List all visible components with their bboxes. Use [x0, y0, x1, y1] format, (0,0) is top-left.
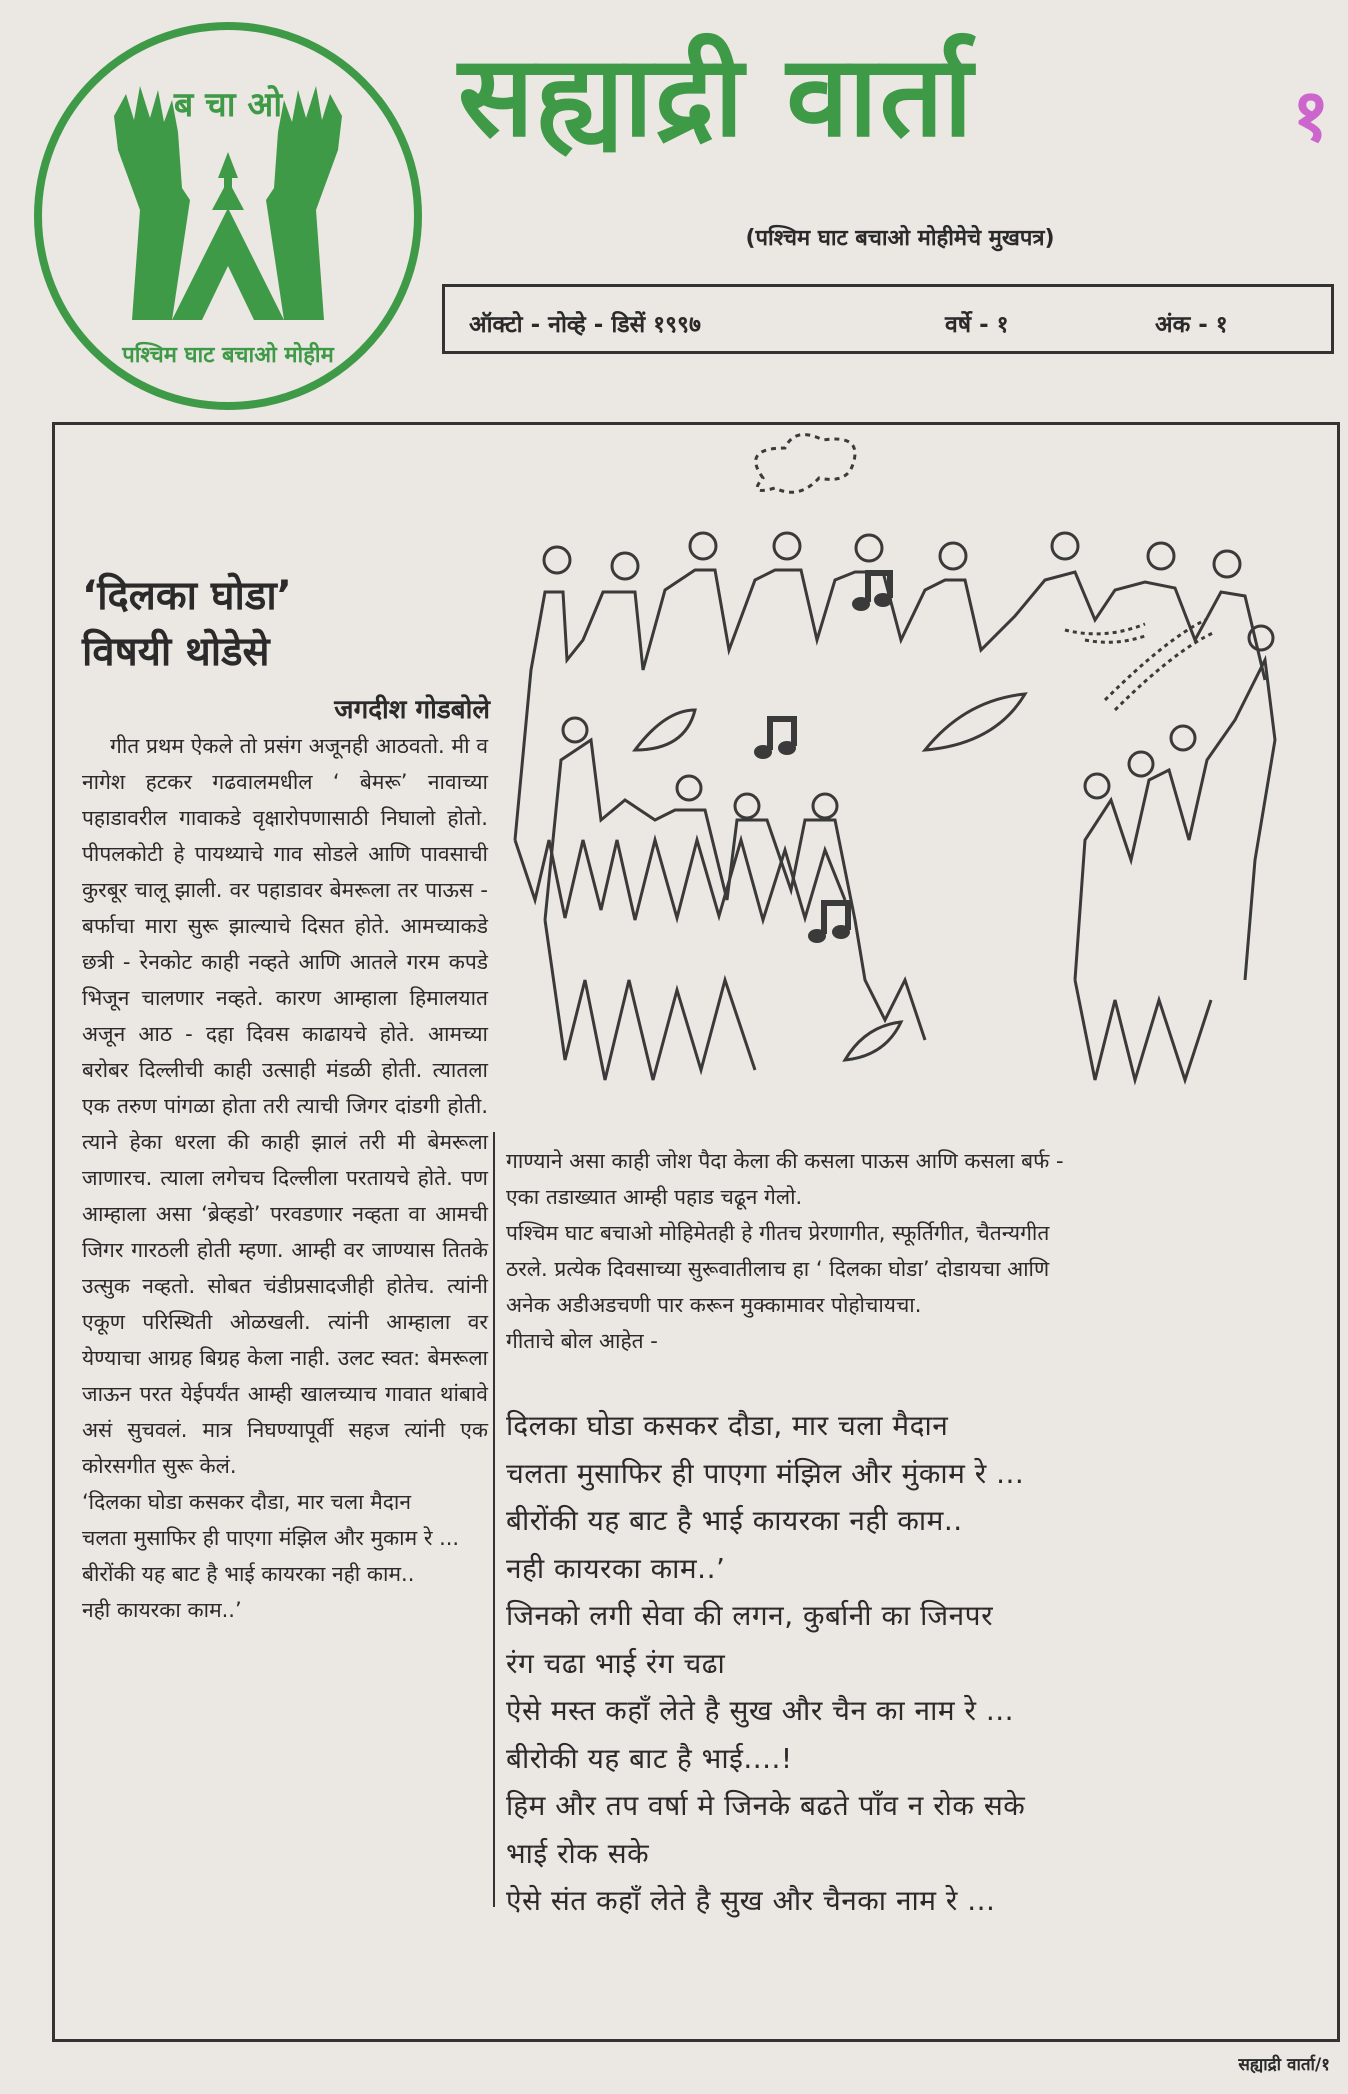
column-divider: [493, 1132, 495, 1907]
right-text-line: एका तडाख्यात आम्ही पहाड चढून गेलो.: [506, 1185, 803, 1209]
logo-top-text: ब चा ओ: [173, 85, 283, 125]
right-text-line: अनेक अडीअडचणी पार करून मुक्कामावर पोहोचायचा.: [506, 1293, 922, 1317]
song-line: ऐसे मस्त कहाँ लेते है सुख और चैन का नाम रे ...: [506, 1694, 1015, 1727]
right-text-line: पश्चिम घाट बचाओ मोहिमेतही हे गीतच प्रेरणागीत, स्फूर्तिगीत, चैतन्यगीत: [506, 1221, 1050, 1245]
masthead-subtitle: (पश्चिम घाट बचाओ मोहीमेचे मुखपत्र): [745, 226, 1055, 251]
left-paragraph: गीत प्रथम ऐकले तो प्रसंग अजूनही आठवतो. मी व नागेश हटकर गढवालमधील ‘ बेमरू’ नावाच्या पहाडावरील गावाकडे वृक्षारोपणासाठी निघालो होतो. पीपलकोटी हे पायथ्याचे गाव सोडले आणि पावसाची कुरबूर चालू झाली. वर पहाडावर बेमरूला तर पाऊस - बर्फाचा मारा सुरू झाल्याचे दिसत होते. आमच्याकडे छत्री - रेनकोट काही नव्हते आणि आतले गरम कपडे भिजून चालणार नव्हते. कारण आम्हाला हिमालयात अजून आठ - दहा दिवस काढायचे होते. आमच्या बरोबर दिल्लीची काही उत्साही मंडळी होती. त्यातला एक तरुण पांगळा होता तरी त्याची जिगर दांडगी होती. त्याने हेका धरला की काही झालं तरी मी बेमरूला जाणारच. त्याला लगेचच दिल्लीला परतायचे होते. पण आम्हाला असा ‘ब्रेव्हडो’ परवडणार नव्हता वा आमची जिगर गारठली होती म्हणा. आम्ही वर जाण्यास तितके उत्सुक नव्हतो. सोबत चंडीप्रसादजीही होतेच. त्यांनी एकूण परिस्थिती ओळखली. त्यांनी आम्हाला वर येण्याचा आग्रह बिग्रह केला नाही. उलट स्वत: बेमरूला जाऊन परत येईपर्यंत आम्ही खालच्याच गावात थांबावे असं सुचवलं. मात्र निघण्यापूर्वी सहज त्यांनी एक कोरसगीत सुरू केलं.: [82, 734, 488, 1478]
left-lyric-line: चलता मुसाफिर ही पाएगा मंझिल और मुकाम रे ...: [82, 1526, 460, 1550]
issue-info-box: [442, 284, 1334, 354]
music-note-icon: [808, 900, 851, 943]
right-text-line: ठरले. प्रत्येक दिवसाच्या सुरूवातीलाच हा ‘ दिलका घोडा’ दोडायचा आणि: [506, 1257, 1050, 1281]
logo-bottom-text: पश्चिम घाट बचाओ मोहीम: [122, 343, 334, 368]
headline-line-1: ‘दिलका घोडा’: [82, 573, 292, 619]
article-headline: [82, 568, 412, 680]
music-note-icon: [754, 716, 797, 759]
song-line: बीरोकी यह बाट है भाई....!: [506, 1741, 793, 1775]
right-text-line: गीताचे बोल आहेत -: [506, 1329, 658, 1353]
right-text: [506, 1143, 1326, 1359]
song-line: रंग चढा भाई रंग चढा: [506, 1646, 726, 1680]
masthead-title: सह्याद्री वार्ता: [458, 32, 975, 162]
left-lyric-line: नही कायरका काम..’: [82, 1598, 242, 1622]
song-line: ऐसे संत कहाँ लेते है सुख और चैनका नाम रे ...: [506, 1884, 996, 1917]
article-author: जगदीश गोडबोले: [334, 695, 490, 725]
song-line: हिम और तप वर्षा मे जिनके बढते पाँव न रोक सके: [506, 1789, 1026, 1822]
footer-page-label: सह्याद्री वार्ता/१: [1238, 2055, 1330, 2075]
figures-back-row: [515, 570, 1265, 840]
song-lyrics: [506, 1402, 1326, 1925]
right-text-line: गाण्याने असा काही जोश पैदा केला की कसला पाऊस आणि कसला बर्फ -: [506, 1149, 1064, 1173]
issue-period: ऑक्टो - नोव्हे - डिसें १९९७: [469, 312, 701, 338]
song-line: भाई रोक सके: [506, 1836, 650, 1870]
left-lyric: [82, 1484, 488, 1628]
song-line: जिनको लगी सेवा की लगन, कुर्बानी का जिनपर: [506, 1599, 994, 1632]
page-mark: १: [1292, 73, 1330, 157]
left-lyric-line: ‘दिलका घोडा कसकर दौडा, मार चला मैदान: [82, 1490, 412, 1514]
left-lyric-line: बीरोंकी यह बाट है भाई कायरका नही काम..: [82, 1562, 415, 1586]
song-line: बीरोंकी यह बाट है भाई कायरका नही काम..: [506, 1504, 963, 1537]
heads-front-row: [563, 626, 1273, 818]
leaf-icon: [845, 1022, 901, 1060]
leaf-icon: [635, 710, 695, 750]
cloud-icon: [756, 435, 855, 493]
logo-emblem: [22, 20, 434, 412]
song-line: दिलका घोडा कसकर दौडा, मार चला मैदान: [506, 1409, 949, 1442]
song-line: नही कायरका काम..’: [506, 1551, 726, 1585]
issue-number: अंक - १: [1155, 312, 1228, 338]
leaf-icon: [925, 694, 1025, 750]
issue-year: वर्षे - १: [945, 312, 1009, 338]
headline-line-2: विषयी थोडेसे: [82, 629, 270, 675]
figures-front-row: [545, 740, 925, 1040]
choir-illustration: [505, 420, 1295, 1120]
left-column: [82, 728, 488, 1628]
song-line: चलता मुसाफिर ही पाएगा मंझिल और मुंकाम रे ...: [506, 1456, 1025, 1490]
